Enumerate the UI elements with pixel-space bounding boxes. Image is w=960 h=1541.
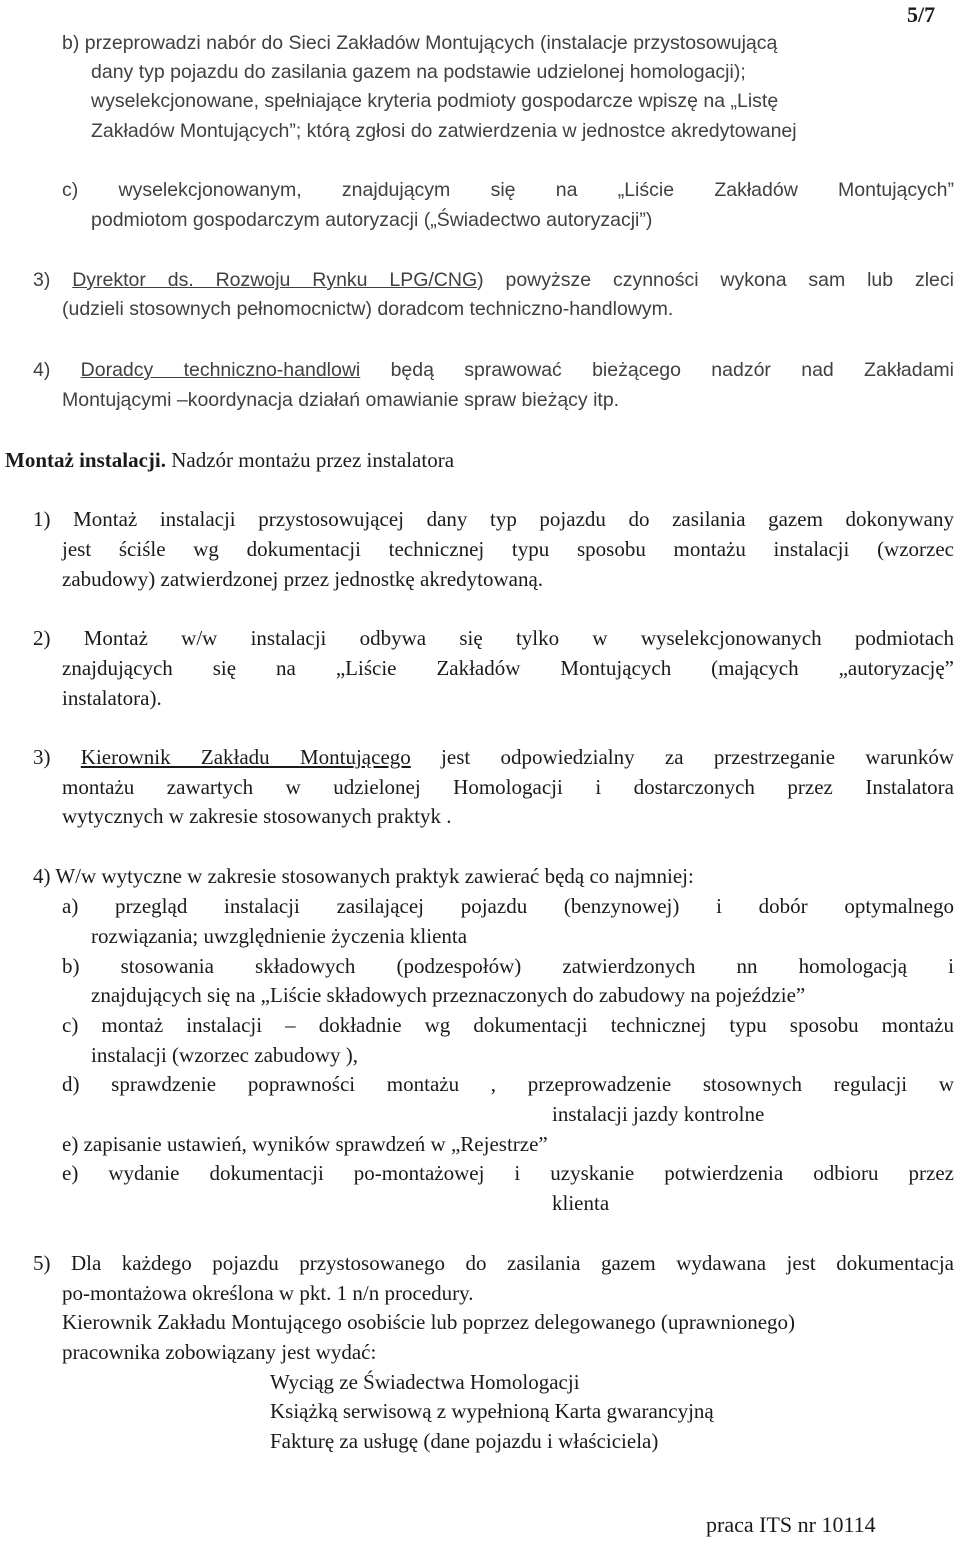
m4-d-line-1: d) sprawdzenie poprawności montażu , przeprowadzenie stosownych regulacji w — [62, 1072, 954, 1096]
role-kierownik: Kierownik Zakładu Montującego — [80, 745, 411, 769]
role-doradcy: Doradcy techniczno-handlowi — [80, 359, 361, 381]
m1-line-3: zabudowy) zatwierdzonej przez jednostkę akredytowaną. — [62, 567, 544, 591]
m4-b-line-2: znajdujących się na „Liście składowych przeznaczonych do zabudowy na pojeździe” — [91, 983, 806, 1007]
m5-line-3: Kierownik Zakładu Montującego osobiście lub poprzez delegowanego (uprawnionego) — [62, 1310, 796, 1334]
m4-a-line-1: a) przegląd instalacji zasilającej pojazdu (benzynowej) i dobór optymalnego — [62, 894, 954, 918]
m5-doc-3: Fakturę za usługę (dane pojazdu i właściciela) — [270, 1429, 659, 1453]
footer-label: praca ITS nr 10114 — [706, 1512, 876, 1537]
section-b-line-3: wyselekcjonowane, spełniające kryteria podmioty gospodarcze wpiszę na „Listę — [91, 90, 779, 112]
section-b-line-1: b) przeprowadzi nabór do Sieci Zakładów Montujących (instalacje przystosowującą — [62, 32, 778, 54]
m4-d-line-2: instalacji jazdy kontrolne — [552, 1102, 765, 1126]
m4-a-line-2: rozwiązania; uwzględnienie życzenia klienta — [91, 924, 468, 948]
m3-line-3: wytycznych w zakresie stosowanych praktyk . — [62, 804, 452, 828]
section-heading: Montaż instalacji. Nadzór montażu przez instalatora — [5, 448, 455, 472]
m4-f-line-2: klienta — [552, 1191, 610, 1215]
item-3-line-2: (udzieli stosownych pełnomocnictw) doradcom techniczno-handlowym. — [62, 298, 674, 320]
m2-line-3: instalatora). — [62, 686, 162, 710]
item-4-line-1: 4) Doradcy techniczno-handlowi będą sprawować bieżącego nadzór nad Zakładami — [33, 359, 955, 381]
m2-line-2: znajdujących się na „Liście Zakładów Montujących (mających „autoryzację” — [62, 656, 954, 680]
section-b-line-4: Zakładów Montujących”; którą zgłosi do zatwierdzenia w jednostce akredytowanej — [91, 120, 797, 142]
m4-b-line-1: b) stosowania składowych (podzespołów) zatwierdzonych nn homologacją i — [62, 954, 954, 978]
m5-doc-2: Książką serwisową z wypełnioną Karta gwarancyjną — [270, 1399, 714, 1423]
m4-c-line-2: instalacji (wzorzec zabudowy ), — [91, 1043, 359, 1067]
m4-f-line-1: e) wydanie dokumentacji po-montażowej i uzyskanie potwierdzenia odbioru przez — [62, 1161, 954, 1185]
m5-line-1: 5) Dla każdego pojazdu przystosowanego do zasilania gazem wydawana jest dokumentacja — [33, 1251, 954, 1275]
m2-line-1: 2) Montaż w/w instalacji odbywa się tylko w wyselekcjonowanych podmiotach — [33, 626, 954, 650]
m1-line-2: jest ściśle wg dokumentacji technicznej typu sposobu montażu instalacji (wzorzec — [62, 537, 954, 561]
m4-e-line: e) zapisanie ustawień, wyników sprawdzeń w „Rejestrze” — [62, 1132, 548, 1156]
role-link-dyrektor: Dyrektor ds. Rozwoju Rynku LPG/CNG — [72, 269, 478, 291]
item-4-line-2: Montującymi –koordynacja działań omawianie spraw bieżący itp. — [62, 389, 620, 411]
m1-line-1: 1) Montaż instalacji przystosowującej dany typ pojazdu do zasilania gazem dokonywany — [33, 507, 954, 531]
m3-line-2: montażu zawartych w udzielonej Homologacji i dostarczonych przez Instalatora — [62, 775, 954, 799]
item-3-line-1: 3) Dyrektor ds. Rozwoju Rynku LPG/CNG) powyższe czynności wykona sam lub zleci — [33, 269, 954, 291]
section-c-line-2: podmiotom gospodarczym autoryzacji („Świadectwo autoryzacji”) — [91, 209, 653, 231]
m5-line-4: pracownika zobowiązany jest wydać: — [62, 1340, 377, 1364]
m3-line-1: 3) Kierownik Zakładu Montującego jest odpowiedzialny za przestrzeganie warunków — [33, 745, 954, 769]
m5-doc-1: Wyciąg ze Świadectwa Homologacji — [270, 1370, 580, 1394]
m4-intro: 4) W/w wytyczne w zakresie stosowanych praktyk zawierać będą co najmniej: — [33, 864, 694, 888]
page-number: 5/7 — [907, 2, 936, 27]
m5-line-2: po-montażowa określona w pkt. 1 n/n procedury. — [62, 1281, 474, 1305]
m4-c-line-1: c) montaż instalacji – dokładnie wg dokumentacji technicznej typu sposobu montażu — [62, 1013, 954, 1037]
section-b-line-2: dany typ pojazdu do zasilania gazem na podstawie udzielonej homologacji); — [91, 61, 746, 83]
section-c-line-1: c) wyselekcjonowanym, znajdującym się na „Liście Zakładów Montujących” — [62, 179, 954, 201]
